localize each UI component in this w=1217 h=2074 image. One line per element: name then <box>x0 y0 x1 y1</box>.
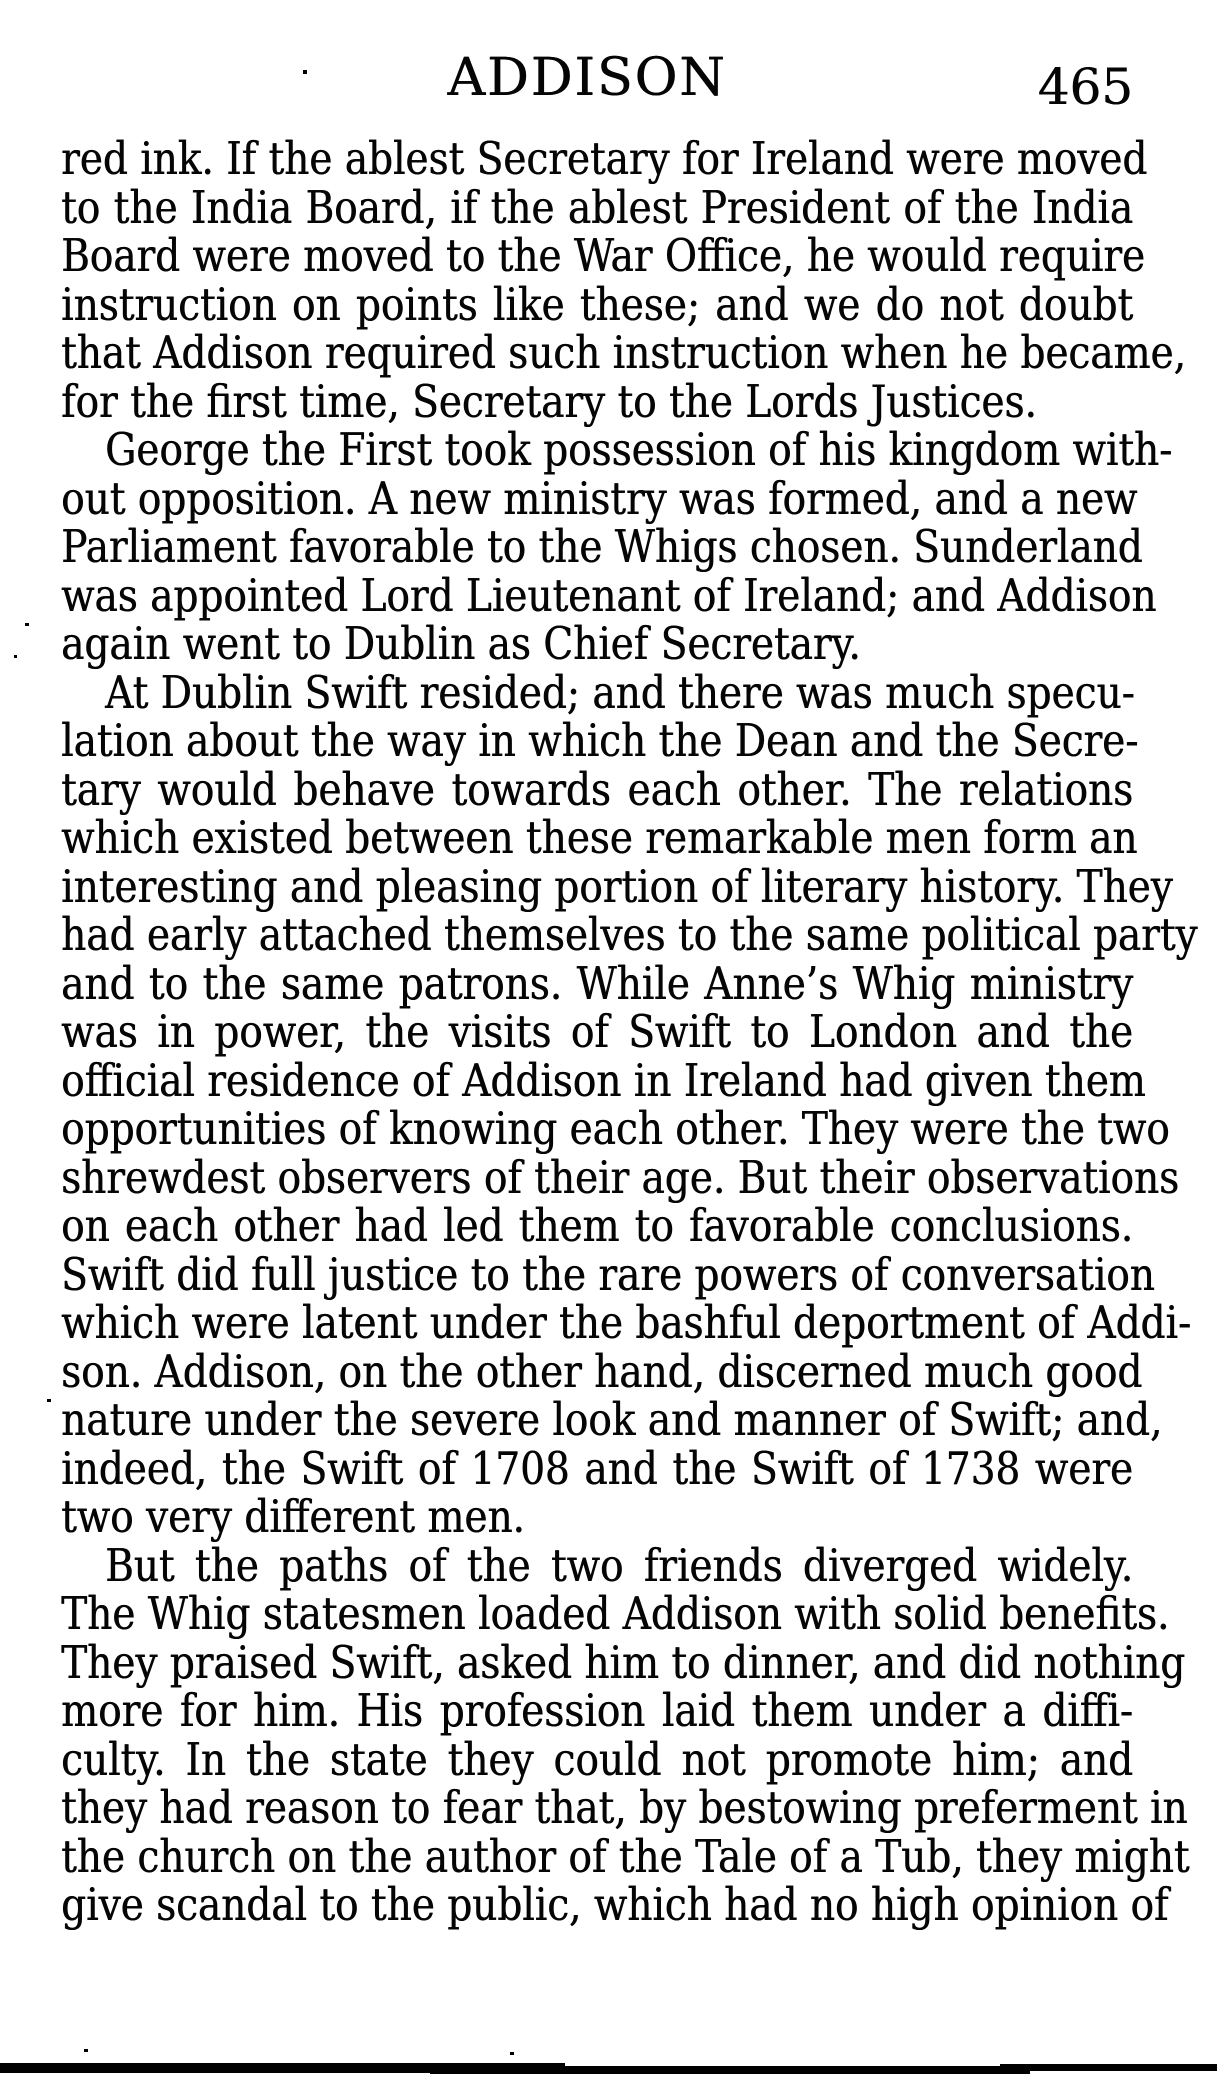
text-line: tary would behave towards each other. The relations <box>61 763 1133 816</box>
text-line: At Dublin Swift resided; and there was much specu- <box>105 666 1135 719</box>
text-body <box>61 133 1198 1932</box>
text-line: George the First took possession of his kingdom with- <box>105 424 1173 477</box>
text-line: again went to Dublin as Chief Secretary. <box>61 618 861 671</box>
text-line: indeed, the Swift of 1708 and the Swift of 1738 were <box>61 1442 1133 1495</box>
running-head <box>61 50 1133 120</box>
text-line: they had reason to fear that, by bestowing preferment in <box>61 1782 1188 1835</box>
text-line: which existed between these remarkable men form an <box>61 812 1138 865</box>
text-line: official residence of Addison in Ireland had given them <box>61 1054 1146 1107</box>
text-line: to the India Board, if the ablest President of the India <box>61 181 1133 234</box>
text-line: The Whig statesmen loaded Addison with solid benefits. <box>61 1588 1170 1641</box>
scan-speck <box>510 2052 514 2055</box>
scan-speck <box>303 70 307 74</box>
text-line: shrewdest observers of their age. But their observations <box>61 1151 1179 1204</box>
text-line: Board were moved to the War Office, he would require <box>61 230 1146 283</box>
text-line: red ink. If the ablest Secretary for Ireland were moved <box>61 133 1148 186</box>
text-line: and to the same patrons. While Anne’s Whig ministry <box>61 957 1133 1010</box>
text-line: culty. In the state they could not promote him; and <box>61 1733 1133 1786</box>
text-line: opportunities of knowing each other. They were the two <box>61 1103 1170 1156</box>
text-line: give scandal to the public, which had no high opinion of <box>61 1879 1169 1932</box>
text-line: had early attached themselves to the same political party <box>61 909 1198 962</box>
text-line: They praised Swift, asked him to dinner, and did nothing <box>61 1636 1186 1689</box>
scan-speck <box>84 2049 88 2052</box>
text-line: more for him. His profession laid them under a diffi- <box>61 1685 1133 1738</box>
text-line: nature under the severe look and manner of Swift; and, <box>61 1394 1163 1447</box>
text-line: son. Addison, on the other hand, discerned much good <box>61 1345 1143 1398</box>
text-line: that Addison required such instruction when he became, <box>61 327 1186 380</box>
page-number: 465 <box>1037 58 1133 116</box>
scan-speck <box>47 1399 51 1402</box>
text-line: which were latent under the bashful deportment of Addi- <box>61 1297 1192 1350</box>
text-line: two very different men. <box>61 1491 525 1544</box>
text-line: lation about the way in which the Dean and the Secre- <box>61 715 1139 768</box>
text-line: for the first time, Secretary to the Lords Justices. <box>61 375 1037 428</box>
text-line: on each other had led them to favorable conclusions. <box>61 1200 1133 1253</box>
text-line: was in power, the visits of Swift to London and the <box>61 1006 1133 1059</box>
text-line: Parliament favorable to the Whigs chosen. Sunderland <box>61 521 1143 574</box>
text-line: interesting and pleasing portion of literary history. They <box>61 860 1173 913</box>
text-line: Swift did full justice to the rare powers of conversation <box>61 1248 1155 1301</box>
scan-speck <box>14 655 17 658</box>
text-line: the church on the author of the Tale of a Tub, they might <box>61 1830 1190 1883</box>
text-line: out opposition. A new ministry was formed, and a new <box>61 472 1138 525</box>
text-line: But the paths of the two friends diverged widely. <box>105 1539 1133 1592</box>
scan-speck <box>25 623 29 626</box>
text-line: instruction on points like these; and we do not doubt <box>61 278 1133 331</box>
page-title: ADDISON <box>447 48 727 108</box>
text-line: was appointed Lord Lieutenant of Ireland; and Addison <box>61 569 1157 622</box>
